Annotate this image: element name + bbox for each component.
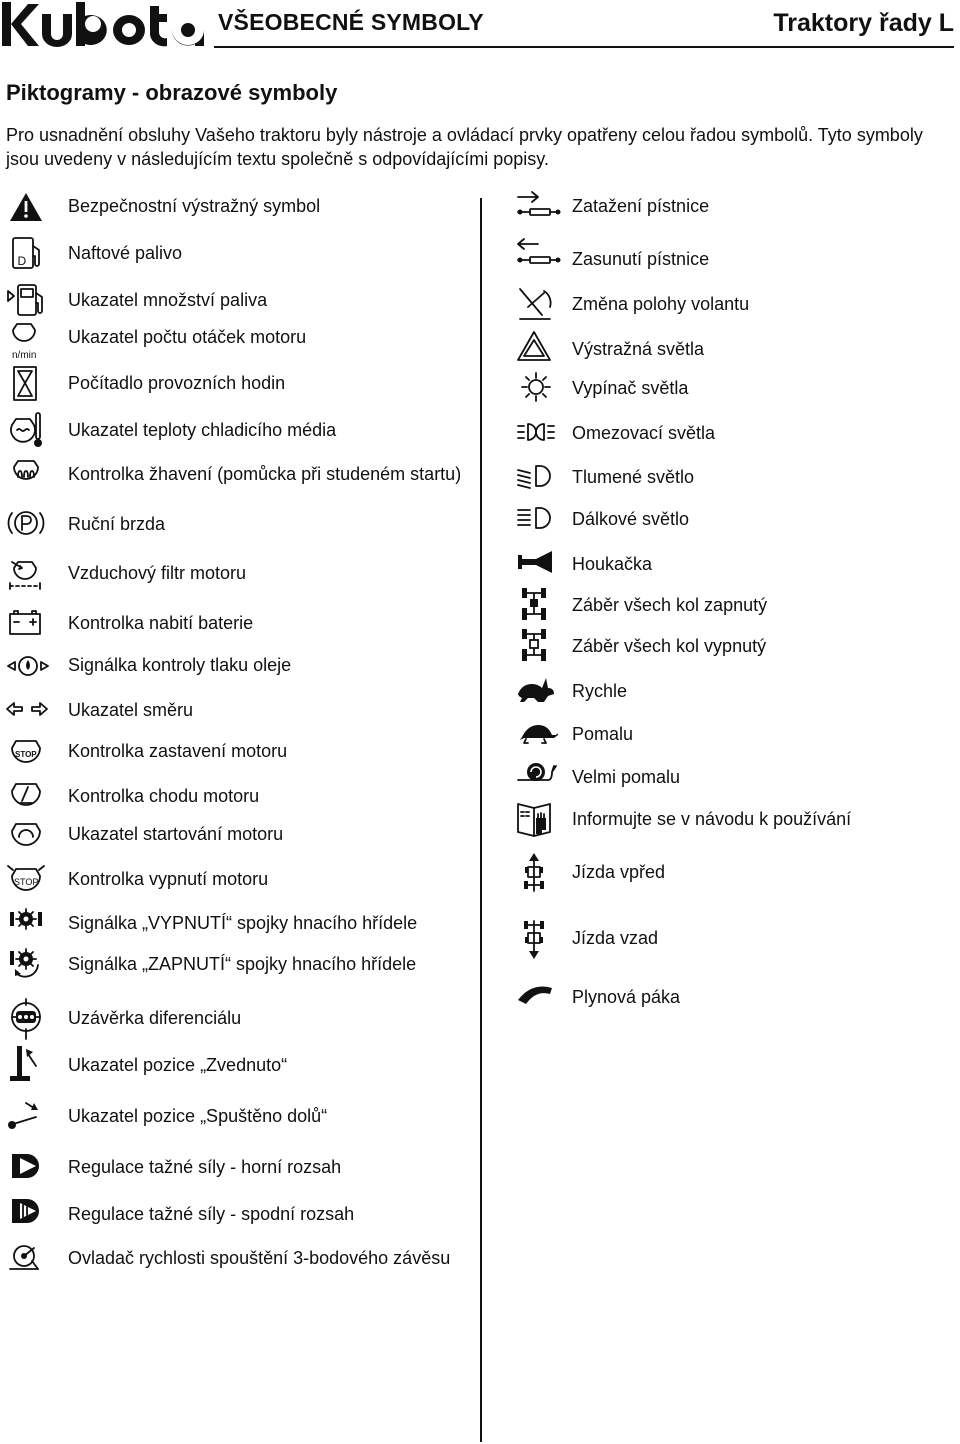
engine-run-icon xyxy=(6,777,56,817)
symbol-label: Kontrolka nabití baterie xyxy=(68,613,254,633)
turn-signal-icon xyxy=(6,691,56,731)
low-beam-icon xyxy=(516,458,566,498)
reverse-icon xyxy=(516,919,566,959)
warning-triangle-icon xyxy=(6,187,56,227)
symbol-label: Regulace tažné síly - spodní rozsah xyxy=(68,1204,355,1224)
hourglass-icon xyxy=(6,364,56,404)
cylinder-extend-icon xyxy=(516,240,566,280)
draft-control-upper-icon xyxy=(6,1148,56,1188)
light-switch-icon xyxy=(516,369,566,409)
steering-tilt-icon xyxy=(516,285,566,325)
symbol-label: Záběr všech kol vypnutý xyxy=(572,636,767,656)
symbol-label: Změna polohy volantu xyxy=(572,294,750,314)
svg-text:n/min: n/min xyxy=(12,350,37,361)
pto-on-icon xyxy=(6,945,56,985)
section-title: Piktogramy - obrazové symboly xyxy=(6,80,338,105)
engine-start-icon xyxy=(6,815,56,855)
diesel-fuel-icon xyxy=(6,234,56,274)
hazard-lights-icon xyxy=(516,330,566,370)
symbol-label: Tlumené světlo xyxy=(572,467,695,487)
symbol-label: Počítadlo provozních hodin xyxy=(68,373,286,393)
four-wheel-drive-on-icon xyxy=(516,586,566,626)
symbol-label: Signálka kontroly tlaku oleje xyxy=(68,655,292,675)
symbol-label: Kontrolka zastavení motoru xyxy=(68,741,288,761)
symbol-label: Jízda vzad xyxy=(572,928,659,948)
symbol-label: Záběr všech kol zapnutý xyxy=(572,595,768,615)
hitch-lowered-icon xyxy=(6,1097,56,1137)
fuel-level-icon xyxy=(6,281,56,321)
symbol-label: Ruční brzda xyxy=(68,514,166,534)
cylinder-retract-icon xyxy=(516,187,566,227)
symbol-label: Ukazatel počtu otáček motoru xyxy=(68,327,307,347)
rabbit-icon xyxy=(516,672,566,712)
battery-icon xyxy=(6,604,56,644)
manual-icon xyxy=(516,800,566,840)
symbol-label: Ovladač rychlosti spouštění 3-bodového závěsu xyxy=(68,1248,451,1268)
air-filter-icon xyxy=(6,554,56,594)
kubota-logo xyxy=(2,0,208,48)
symbol-label: Jízda vpřed xyxy=(572,862,666,882)
differential-lock-icon xyxy=(6,999,56,1039)
symbol-label: Vzduchový filtr motoru xyxy=(68,563,247,583)
symbol-label: Pomalu xyxy=(572,724,634,744)
position-lights-icon xyxy=(516,414,566,454)
symbol-label: Ukazatel pozice „Spuštěno dolů“ xyxy=(68,1106,328,1126)
symbol-label: Kontrolka chodu motoru xyxy=(68,786,260,806)
symbol-label: Houkačka xyxy=(572,554,653,574)
symbol-label: Zasunutí pístnice xyxy=(572,249,710,269)
symbol-label: Ukazatel pozice „Zvednuto“ xyxy=(68,1055,288,1075)
symbol-label: Bezpečnostní výstražný symbol xyxy=(68,196,321,216)
hitch-raised-icon xyxy=(6,1046,56,1086)
header-rule xyxy=(214,46,954,48)
symbol-label: Vypínač světla xyxy=(572,378,689,398)
symbol-label: Ukazatel směru xyxy=(68,700,194,720)
symbol-label: Ukazatel množství paliva xyxy=(68,290,268,310)
throttle-icon xyxy=(516,978,566,1018)
symbol-label: Signálka „ZAPNUTÍ“ spojky hnacího hřídele xyxy=(68,954,417,974)
pto-off-icon xyxy=(6,904,56,944)
intro-paragraph: Pro usnadnění obsluhy Vašeho traktoru byly nástroje a ovládací prvky opatřeny celou řadou symbolů. Tyto symboly jsou uvedeny v následujícím textu společně s odpovídajícími popisy. xyxy=(6,125,923,169)
symbol-label: Plynová páka xyxy=(572,987,681,1007)
four-wheel-drive-off-icon xyxy=(516,627,566,667)
engine-stop-icon xyxy=(6,732,56,772)
symbol-label: Uzávěrka diferenciálu xyxy=(68,1008,242,1028)
parking-brake-icon xyxy=(6,505,56,545)
svg-text:STOP: STOP xyxy=(15,750,37,759)
symbol-label: Velmi pomalu xyxy=(572,767,681,787)
symbol-label: Zatažení pístnice xyxy=(572,196,710,216)
column-divider xyxy=(480,198,482,1442)
symbol-label: Rychle xyxy=(572,681,628,701)
high-beam-icon xyxy=(516,500,566,540)
symbol-label: Signálka „VYPNUTÍ“ spojky hnacího hřídele xyxy=(68,913,418,933)
symbol-label: Naftové palivo xyxy=(68,243,183,263)
symbol-label: Výstražná světla xyxy=(572,339,705,359)
symbol-label: Ukazatel startování motoru xyxy=(68,824,284,844)
symbol-label: Ukazatel teploty chladicího média xyxy=(68,420,337,440)
oil-pressure-icon xyxy=(6,646,56,686)
symbol-label: Omezovací světla xyxy=(572,423,716,443)
turtle-icon xyxy=(516,715,566,755)
svg-text:D: D xyxy=(17,254,27,268)
symbol-label: Kontrolka žhavení (pomůcka při studeném startu) xyxy=(68,464,462,484)
coolant-temperature-icon xyxy=(6,411,56,451)
symbol-label: Regulace tažné síly - horní rozsah xyxy=(68,1157,342,1177)
symbol-label: Kontrolka vypnutí motoru xyxy=(68,869,269,889)
header-series: Traktory řady L xyxy=(773,9,954,37)
draft-control-lower-icon xyxy=(6,1195,56,1235)
symbol-label: Informujte se v návodu k používání xyxy=(572,809,852,829)
glow-plug-icon xyxy=(6,455,56,495)
forward-icon xyxy=(516,853,566,893)
svg-text:STOP: STOP xyxy=(14,877,39,887)
engine-rpm-icon xyxy=(6,318,56,361)
snail-icon xyxy=(516,758,566,798)
horn-icon xyxy=(516,545,566,585)
engine-shutoff-icon xyxy=(6,860,56,900)
lowering-speed-icon xyxy=(6,1239,56,1279)
symbol-label: Dálkové světlo xyxy=(572,509,690,529)
header-title: VŠEOBECNÉ SYMBOLY xyxy=(218,9,484,35)
